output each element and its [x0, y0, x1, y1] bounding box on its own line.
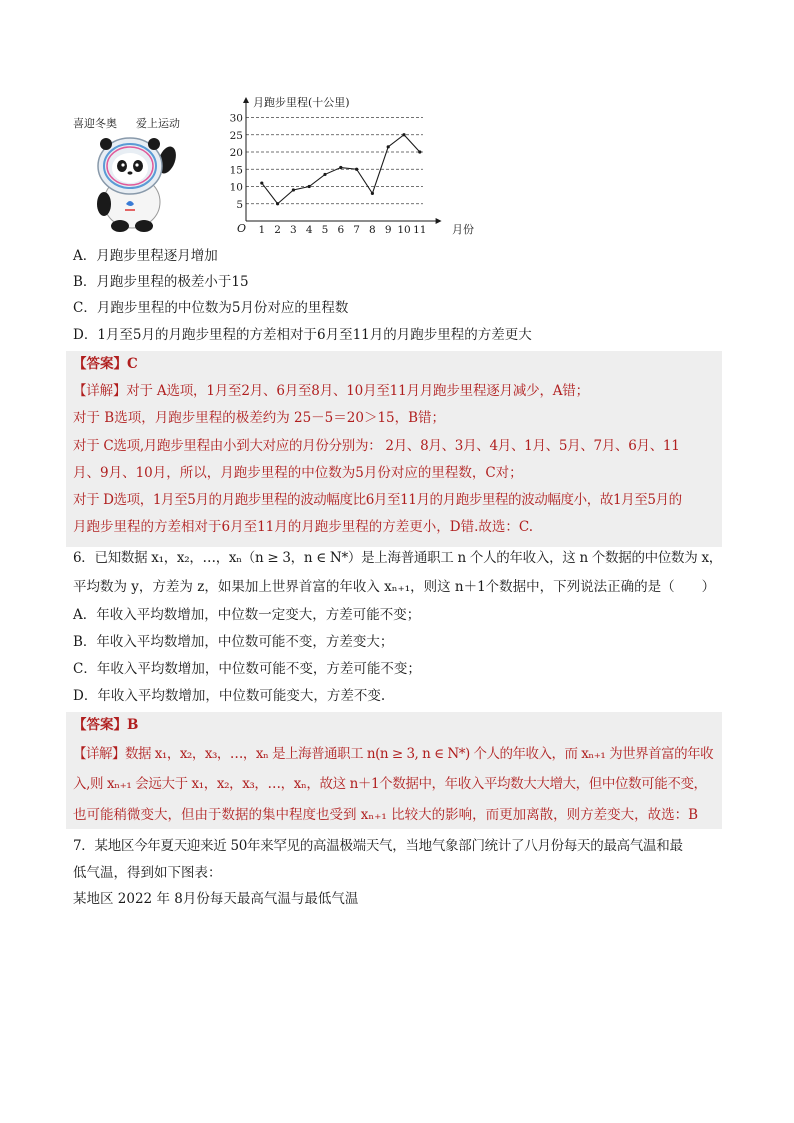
mascot-caption-right: 爱上运动: [136, 117, 180, 130]
data-point: [418, 150, 421, 153]
x-tick-label: 7: [353, 224, 360, 236]
chart-ticks: [230, 113, 427, 237]
data-point: [276, 202, 279, 205]
q6-option-d: D．年收入平均数增加，中位数可能变大，方差不变.: [73, 688, 386, 704]
chart-xlabel: 月份: [452, 223, 474, 236]
chart-origin: O: [237, 222, 247, 235]
chart-axes: [243, 97, 442, 224]
data-point: [355, 168, 358, 171]
q6-detail-1: 【详解】数据 x₁，x₂，x₃，…，xₙ 是上海普通职工 n(n ≥ 3, n ∈ N*) 个人的年收入，而 xₙ₊₁ 为世界首富的年收: [73, 746, 714, 762]
y-tick-label: 30: [229, 112, 243, 125]
q6-answer: 【答案】B: [73, 717, 139, 733]
x-tick-label: 9: [384, 224, 392, 236]
q6-detail-2: 入,则 xₙ₊₁ 会远大于 x₁，x₂，x₃，…，xₙ，故这 n＋1个数据中，年收入平均数大大增大，但中位数可能不变，: [73, 776, 707, 792]
x-tick-label: 3: [290, 224, 297, 236]
chart-ylabel: 月跑步里程(十公里): [253, 96, 350, 109]
q5-detail-5: 对于 D选项，1月至5月的月跑步里程的波动幅度比6月至11月的月跑步里程的波动幅度小，故1月至5月的: [73, 492, 682, 508]
q7-stem-2: 低气温，得到如下图表：: [73, 865, 222, 881]
q5-detail-3: 对于 C选项,月跑步里程由小到大对应的月份分别为： 2月、8月、3月、4月、1月、5月、7月、6月、11: [73, 438, 680, 454]
q5-detail-2: 对于 B选项，月跑步里程的极差约为 25－5＝20＞15，B错；: [73, 410, 446, 426]
q5-answer: 【答案】C: [73, 356, 138, 372]
y-axis-arrow: [243, 97, 249, 103]
q5-option-c: C．月跑步里程的中位数为5月份对应的里程数: [73, 300, 349, 316]
q6-option-a: A．年收入平均数增加，中位数一定变大，方差可能不变；: [73, 607, 421, 623]
chart-grid: [246, 118, 423, 204]
data-point: [387, 145, 390, 148]
q6-option-b: B．年收入平均数增加，中位数可能不变，方差变大；: [73, 634, 394, 650]
x-tick-label: 6: [337, 224, 345, 236]
q6-option-c: C．年收入平均数增加，中位数可能不变，方差可能不变；: [73, 661, 421, 677]
data-point: [371, 192, 374, 195]
x-tick-label: 4: [305, 224, 313, 236]
y-tick-label: 20: [229, 147, 243, 159]
y-tick-label: 25: [229, 129, 243, 142]
y-tick-label: 10: [229, 181, 243, 194]
y-tick-label: 15: [229, 164, 243, 177]
q5-detail-4: 月、9月、10月，所以，月跑步里程的中位数为5月份对应的里程数，C对；: [73, 465, 523, 481]
mascot-image: [72, 132, 202, 232]
data-point: [339, 166, 342, 169]
q7-stem-1: 7．某地区今年夏天迎来近 50年来罕见的高温极端天气，当地气象部门统计了八月份每天的最高气温和最: [73, 838, 683, 854]
q5-option-d: D．1月至5月的月跑步里程的方差相对于6月至11月的月跑步里程的方差更大: [73, 327, 532, 343]
data-point: [402, 133, 405, 136]
y-tick-label: 5: [236, 198, 243, 211]
q5-detail-6: 月跑步里程的方差相对于6月至11月的月跑步里程的方差更小，D错.故选：C.: [73, 519, 534, 535]
data-point: [323, 173, 326, 176]
x-tick-label: 1: [258, 224, 266, 236]
q5-detail-1: 【详解】对于 A选项，1月至2月、6月至8月、10月至11月月跑步里程逐月减少，A错；: [73, 383, 589, 399]
q5-option-b: B．月跑步里程的极差小于15: [73, 274, 249, 290]
q6-detail-3: 也可能稍微变大，但由于数据的集中程度也受到 xₙ₊₁ 比较大的影响，而更加离散，则方差变大，故选：B: [73, 807, 698, 823]
x-tick-label: 2: [274, 224, 281, 236]
data-point: [292, 188, 295, 191]
x-axis-arrow: [436, 218, 442, 224]
line-chart: [228, 92, 488, 242]
x-tick-label: 8: [369, 224, 376, 236]
q7-caption: 某地区 2022 年 8月份每天最高气温与最低气温: [73, 891, 359, 907]
mascot-caption-left: 喜迎冬奥: [73, 117, 117, 130]
data-point: [260, 181, 263, 184]
q6-stem-1: 6．已知数据 x₁，x₂，…，xₙ（n ≥ 3，n ∈ N*）是上海普通职工 n 个人的年收入，这 n 个数据的中位数为 x，: [73, 550, 722, 566]
x-tick-label: 11: [413, 224, 427, 236]
x-tick-label: 5: [321, 224, 329, 236]
x-tick-label: 10: [397, 224, 411, 236]
q5-option-a: A．月跑步里程逐月增加: [73, 248, 218, 264]
data-point: [308, 185, 311, 188]
q6-stem-2: 平均数为 y，方差为 z，如果加上世界首富的年收入 xₙ₊₁，则这 n＋1个数据中，下列说法正确的是（ ）: [73, 579, 716, 595]
